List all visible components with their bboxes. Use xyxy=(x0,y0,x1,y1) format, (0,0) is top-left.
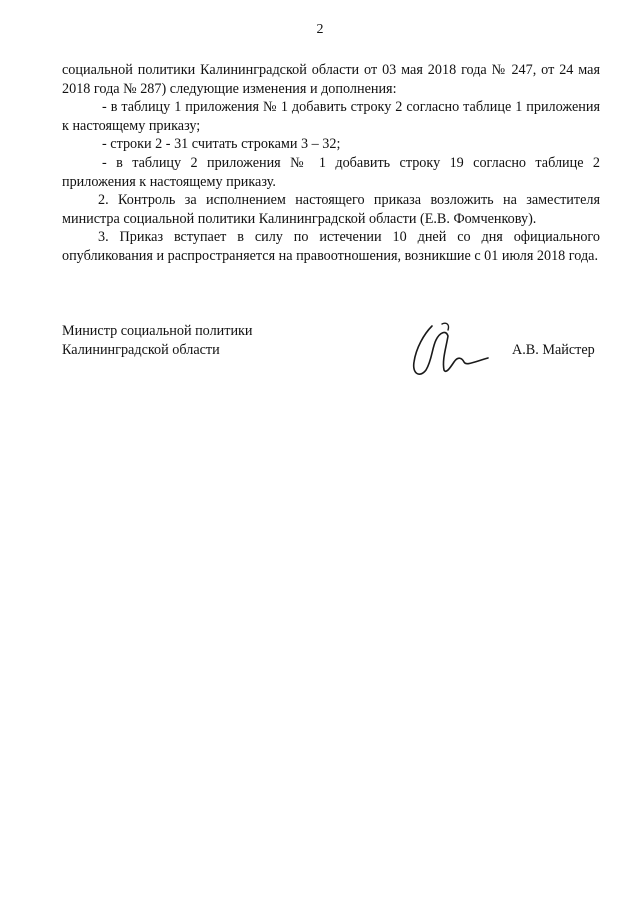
paragraph-intro: социальной политики Калининградской области от 03 мая 2018 года № 247, от 24 мая 2018 года № 287) следующие изменения и дополнения: xyxy=(62,62,600,97)
handwritten-signature xyxy=(402,318,502,384)
paragraph-item-rows: - строки 2 - 31 считать строками 3 – 32; xyxy=(102,136,341,153)
signer-position-line2: Калининградской области xyxy=(62,341,220,358)
paragraph-control: 2. Контроль за исполнением настоящего приказа возложить на заместителя министра социальной политики Калининградской области (Е.В. Фомченкову). xyxy=(62,192,600,227)
page-number: 2 xyxy=(316,22,324,37)
signer-position-line1: Министр социальной политики xyxy=(62,323,253,339)
paragraph-item-table2: - в таблицу 2 приложения № 1 добавить строку 19 согласно таблице 2 приложения к настоящему приказу. xyxy=(62,154,600,190)
paragraph-item-table1: - в таблицу 1 приложения № 1 добавить строку 2 согласно таблице 1 приложения к настоящему приказу; xyxy=(62,99,600,134)
document-body xyxy=(62,61,600,266)
signer-name: А.В. Майстер xyxy=(512,342,595,358)
signature-block xyxy=(62,322,253,359)
paragraph-effective: 3. Приказ вступает в силу по истечении 10 дней со дня официального опубликования и распространяется на правоотношения, возникшие с 01 июля 2018 года. xyxy=(62,229,600,264)
